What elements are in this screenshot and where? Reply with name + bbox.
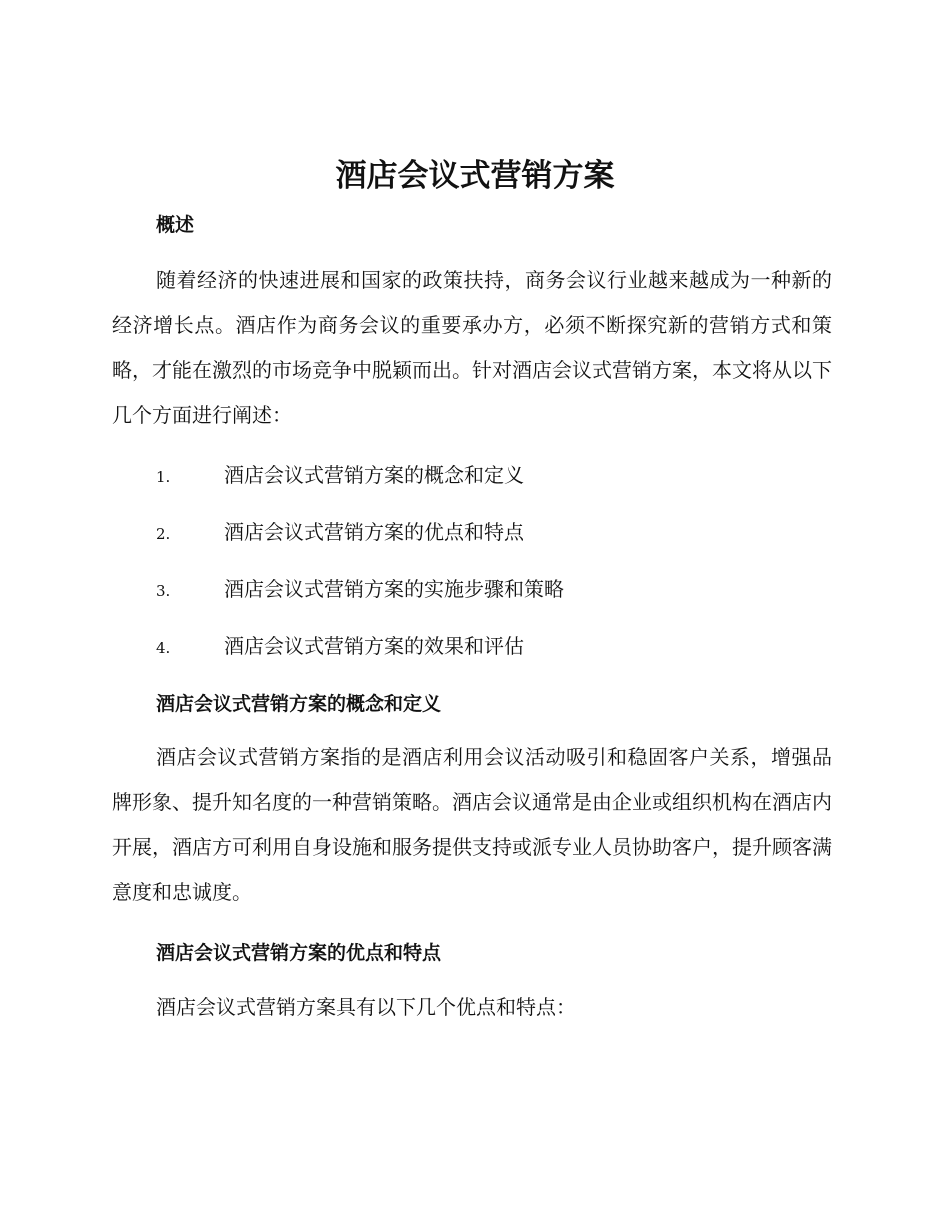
list-item: [156, 630, 524, 659]
section-heading-overview: 概述: [156, 214, 195, 236]
list-item-number: 2.: [156, 525, 171, 543]
concept-paragraph: 酒店会议式营销方案指的是酒店利用会议活动吸引和稳固客户关系，增强品牌形象、提升知名度的一种营销策略。酒店会议通常是由企业或组织机构在酒店内开展，酒店方可利用自身设施和服务提供支持或派专业人员协助客户，提升顾客满意度和忠诚度。: [112, 745, 832, 904]
advantages-paragraph: 酒店会议式营销方案具有以下几个优点和特点：: [156, 995, 576, 1019]
list-item-text: 酒店会议式营销方案的优点和特点: [224, 520, 524, 544]
list-item: [156, 516, 524, 545]
overview-paragraph: 随着经济的快速进展和国家的政策扶持，商务会议行业越来越成为一种新的经济增长点。酒店作为商务会议的重要承办方，必须不断探究新的营销方式和策略，才能在激烈的市场竞争中脱颖而出。针对酒店会议式营销方案，本文将从以下几个方面进行阐述：: [112, 268, 832, 427]
section-heading-advantages: 酒店会议式营销方案的优点和特点: [156, 942, 442, 964]
list-item-text: 酒店会议式营销方案的概念和定义: [224, 463, 524, 487]
list-item-number: 1.: [156, 468, 171, 486]
list-item: [156, 573, 564, 602]
list-item-text: 酒店会议式营销方案的效果和评估: [224, 634, 524, 658]
list-item-text: 酒店会议式营销方案的实施步骤和策略: [224, 577, 564, 601]
list-item: [156, 459, 524, 488]
list-item-number: 4.: [156, 639, 171, 657]
document-title: 酒店会议式营销方案: [335, 158, 615, 194]
list-item-number: 3.: [156, 582, 171, 600]
section-heading-concept: 酒店会议式营销方案的概念和定义: [156, 693, 442, 715]
